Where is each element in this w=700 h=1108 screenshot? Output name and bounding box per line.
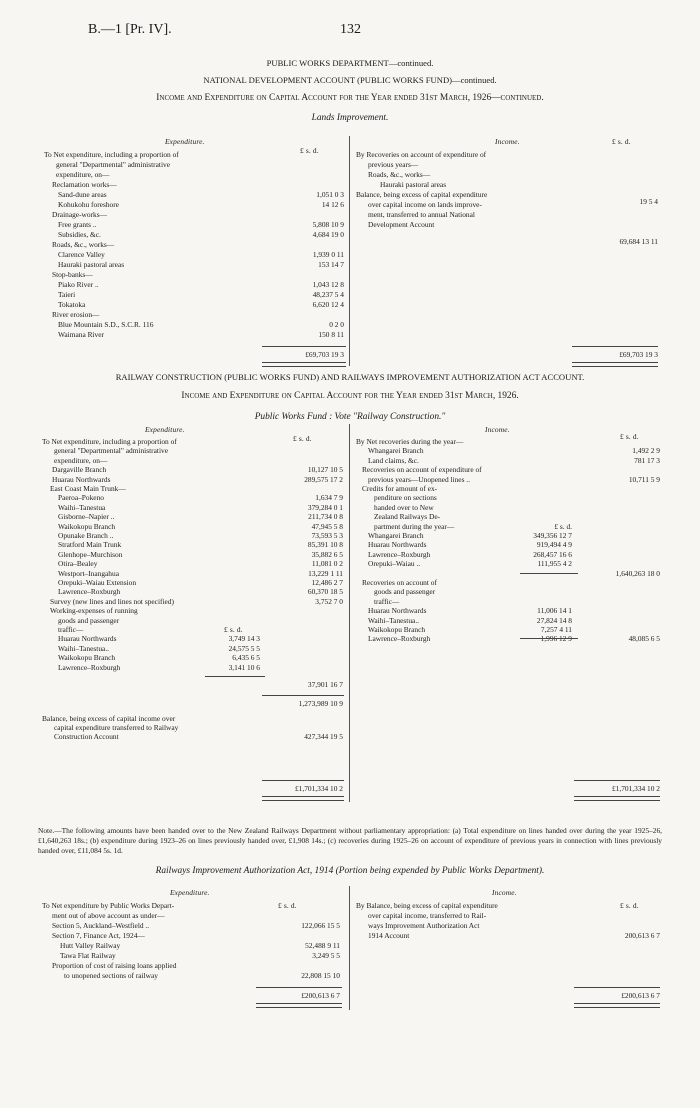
working-sub-amount: 24,575 5 5	[228, 643, 260, 653]
page-number: 132	[340, 22, 361, 37]
income-sub-amount: £ s. d.	[554, 521, 572, 531]
expenditure-line: Sand-dune areas	[58, 190, 107, 199]
inc-header: Income.	[492, 888, 517, 897]
expenditure-line: ment out of above account as under—	[52, 911, 165, 920]
income-line: partment during the year—	[374, 521, 455, 531]
income-line: Balance, being excess of capital expenditure	[356, 190, 488, 199]
income-line: ment, transferred to annual National	[368, 210, 475, 219]
expenditure-amount: 13,229 1 11	[308, 568, 343, 578]
income-line: Recoveries on account of expenditure of	[362, 465, 482, 475]
expenditure-line: Hutt Valley Railway	[60, 941, 121, 950]
railway-fund-title: Public Works Fund : Vote "Railway Construction."	[254, 412, 446, 422]
expenditure-amount: 379,284 0 1	[307, 502, 343, 512]
income-amount: 69,684 13 11	[619, 237, 658, 246]
income-line: previous years—	[368, 160, 419, 169]
income-line: Development Account	[368, 220, 435, 229]
income-amount: 1,640,263 18 0	[615, 568, 660, 578]
expenditure-subtotal: 1,273,989 10 9	[298, 698, 343, 708]
expenditure-line: Tawa Flat Railway	[60, 951, 116, 960]
income-line: traffic—	[374, 596, 400, 606]
expenditure-line: To Net expenditure by Public Works Depart-	[42, 901, 175, 910]
lsd-header: £ s. d.	[612, 137, 631, 146]
expenditure-line: Piako River ..	[58, 280, 99, 289]
income-line: Orepuki–Waiau ..	[368, 559, 421, 569]
expenditure-line: Waihi–Tanestua	[58, 502, 106, 512]
expenditure-amount: 12,486 2 7	[311, 578, 343, 587]
working-total: 37,901 16 7	[307, 680, 343, 689]
railway-title: RAILWAY CONSTRUCTION (PUBLIC WORKS FUND) AND RAILWAYS IMPROVEMENT AUTHORIZATION ACT ACCOUNT.	[115, 372, 585, 382]
income-line: Whangarei Branch	[368, 446, 424, 456]
working-sub-header: £ s. d.	[224, 625, 243, 634]
income-sub-amount: 349,356 12 7	[533, 531, 572, 540]
total-rule	[256, 987, 342, 988]
total-rule	[574, 987, 660, 988]
lsd-header: £ s. d.	[300, 146, 319, 155]
income-line: Huarau Northwards	[368, 606, 427, 616]
income-sub-amount: 1,996 12 9	[540, 634, 572, 644]
section-title: Lands Improvement.	[311, 113, 389, 123]
working-sub-amount: 3,141 10 6	[228, 662, 260, 672]
expenditure-amount: 47,945 5 8	[311, 521, 343, 531]
expenditure-line: Free grants ..	[58, 220, 97, 229]
balance-line: Construction Account	[54, 732, 119, 742]
expenditure-line: Waihi–Tanestua..	[58, 643, 110, 653]
income-line: 1914 Account	[368, 931, 410, 940]
expenditure-amount: 35,882 6 5	[311, 549, 343, 559]
income-sub-amount: 27,824 14 8	[536, 615, 572, 625]
lsd-header: £ s. d.	[293, 434, 312, 443]
expenditure-line: traffic—	[58, 625, 84, 634]
expenditure-line: To Net expenditure, including a proportion of	[42, 437, 177, 446]
expenditure-amount: 0 2 0	[329, 320, 344, 329]
income-line: previous years—Unopened lines ..	[368, 474, 471, 484]
dept-title: PUBLIC WORKS DEPARTMENT—continued.	[266, 58, 434, 68]
expenditure-amount: 1,939 0 11	[312, 250, 344, 259]
expenditure-line: Otira–Bealey	[58, 559, 98, 569]
page-ref: B.—1 [Pr. IV].	[88, 22, 172, 37]
income-line: goods and passenger	[374, 587, 436, 597]
railway-income-expenditure-title: Income and Expenditure on Capital Account for the Year ended 31st March, 1926.	[181, 391, 519, 401]
lsd-header: £ s. d.	[620, 901, 639, 910]
income-line: Hauraki pastoral areas	[380, 180, 447, 189]
expenditure-line: Orepuki–Waiau Extension	[58, 578, 137, 587]
expenditure-amount: 14 12 6	[321, 200, 344, 209]
income-line: penditure on sections	[374, 493, 437, 503]
expenditure-amount: 60,370 18 5	[307, 587, 343, 597]
income-line: over capital income on lands improve-	[368, 200, 482, 209]
lsd-header: £ s. d.	[620, 432, 639, 441]
income-amount: 1,492 2 9	[632, 446, 660, 456]
income-line: handed over to New	[374, 502, 434, 512]
total-rule	[572, 362, 658, 367]
income-total: £200,613 6 7	[621, 991, 660, 1000]
expenditure-line: Hauraki pastoral areas	[58, 260, 125, 269]
total-rule	[572, 346, 658, 347]
expenditure-total: £1,701,334 10 2	[294, 784, 343, 793]
income-sub-amount: 919,494 4 9	[536, 540, 572, 550]
expenditure-amount: 122,066 15 5	[301, 921, 340, 930]
lsd-header: £ s. d.	[278, 901, 297, 910]
working-sub-amount: 6,435 6 5	[232, 653, 260, 663]
expenditure-line: Huarau Northwards	[52, 474, 111, 484]
expenditure-amount: 52,488 9 11	[305, 941, 340, 950]
sub-rule	[205, 676, 265, 677]
income-line: Huarau Northwards	[368, 540, 427, 550]
income-amount: 200,613 6 7	[624, 931, 660, 940]
income-line: Zealand Railways De-	[374, 512, 441, 522]
expenditure-line: Stop-banks—	[52, 270, 93, 279]
expenditure-line: Westport–Inangahua	[58, 568, 119, 578]
expenditure-line: Taieri	[58, 290, 76, 299]
expenditure-amount: 73,593 5 3	[311, 531, 343, 540]
sub-rule	[520, 573, 578, 574]
income-line: Whangarei Branch	[368, 531, 424, 540]
expenditure-line: Waimana River	[58, 330, 104, 339]
income-line: By Balance, being excess of capital expenditure	[356, 901, 498, 910]
income-line: Waikokopu Branch	[368, 625, 426, 634]
expenditure-line: Reclamation works—	[52, 180, 117, 189]
income-line: Land claims, &c.	[368, 455, 419, 465]
income-sub-amount: 11,006 14 1	[537, 606, 572, 616]
expenditure-line: Lawrence–Roxburgh	[58, 587, 121, 597]
total-rule	[574, 780, 660, 781]
expenditure-amount: 3,249 5 5	[312, 951, 340, 960]
income-total: £1,701,334 10 2	[611, 784, 660, 793]
expenditure-amount: 85,391 10 8	[307, 540, 343, 550]
expenditure-line: Survey (new lines and lines not specified)	[50, 596, 174, 606]
income-amount: 10,711 5 9	[628, 474, 660, 484]
expenditure-line: Paeroa–Pokeno	[58, 493, 104, 503]
column-divider	[349, 886, 350, 1010]
income-sub-amount: 7,257 4 11	[540, 625, 572, 634]
expenditure-line: Proportion of cost of raising loans applied	[52, 961, 177, 970]
income-line: Waihi–Tanestua..	[368, 615, 420, 625]
expenditure-line: to unopened sections of railway	[64, 971, 158, 980]
income-expenditure-title: Income and Expenditure on Capital Account for the Year ended 31st March, 1926—continued.	[156, 93, 544, 103]
expenditure-line: goods and passenger	[58, 615, 120, 625]
total-rule	[262, 346, 346, 347]
expenditure-amount: 6,620 12 4	[312, 300, 344, 309]
income-amount: 19 5 4	[639, 197, 658, 206]
expenditure-line: general "Departmental" administrative	[54, 446, 168, 456]
expenditure-line: Dargaville Branch	[52, 465, 107, 475]
income-sub-amount: 111,955 4 2	[537, 559, 572, 569]
expenditure-line: Drainage-works—	[52, 210, 108, 219]
column-divider	[349, 136, 350, 366]
exp-header: Expenditure.	[165, 137, 205, 146]
expenditure-amount: 11,081 0 2	[311, 559, 343, 569]
total-rule	[262, 796, 344, 801]
expenditure-amount: 48,237 5 4	[312, 290, 344, 299]
expenditure-line: Clarence Valley	[58, 250, 105, 259]
expenditure-line: Working-expenses of running	[50, 606, 138, 616]
inc-header: Income.	[495, 137, 520, 146]
inc-header: Income.	[485, 425, 510, 434]
expenditure-amount: 153 14 7	[318, 260, 344, 269]
railway-note: Note.—The following amounts have been handed over to the New Zealand Railways Department without parliamentary appropriation: (a) Total expenditure on lines handed over during the year 1925–26, £1,640,263 18s.; (b) expenditure during 1923–26 on lines previously handed over, £1,908 14s.; (c) recoveries during 1925–26 on account of expenditure of previous years in connection with lines previously handed over, £11,084 5s. 1d.	[38, 826, 662, 855]
income-total: £69,703 19 3	[619, 350, 658, 359]
expenditure-line: To Net expenditure, including a proportion of	[44, 150, 179, 159]
expenditure-amount: 1,051 0 3	[316, 190, 344, 199]
income-amount: 48,085 6 5	[628, 634, 660, 644]
expenditure-line: Kohukohu foreshore	[58, 200, 119, 209]
expenditure-line: Glenhope–Murchison	[58, 549, 123, 559]
exp-header: Expenditure.	[170, 888, 210, 897]
expenditure-line: general "Departmental" administrative	[56, 160, 170, 169]
expenditure-amount: 5,808 10 9	[312, 220, 344, 229]
expenditure-line: Roads, &c., works—	[52, 240, 115, 249]
income-sub-amount: 268,457 16 6	[533, 549, 572, 559]
income-line: over capital income, transferred to Rail-	[368, 911, 487, 920]
income-line: By Recoveries on account of expenditure of	[356, 150, 487, 159]
expenditure-amount: 10,127 10 5	[307, 465, 343, 475]
income-line: Recoveries on account of	[362, 578, 437, 587]
working-sub-amount: 3,749 14 3	[228, 634, 260, 644]
expenditure-total: £200,613 6 7	[301, 991, 340, 1000]
expenditure-line: Gisborne–Napier ..	[58, 512, 115, 522]
expenditure-line: Lawrence–Roxburgh	[58, 662, 121, 672]
column-divider	[349, 424, 350, 802]
account-title: NATIONAL DEVELOPMENT ACCOUNT (PUBLIC WORKS FUND)—continued.	[203, 75, 497, 85]
income-line: Credits for amount of ex-	[362, 484, 438, 493]
expenditure-amount: 22,808 15 10	[301, 971, 340, 980]
total-rule	[256, 1003, 342, 1008]
expenditure-line: Huarau Northwards	[58, 634, 117, 644]
expenditure-amount: 289,575 17 2	[304, 474, 343, 484]
total-rule	[574, 796, 660, 801]
expenditure-amount: 1,634 7 9	[315, 493, 343, 503]
expenditure-line: Stratford Main Trunk	[58, 540, 122, 550]
total-rule	[262, 362, 346, 367]
balance-line: capital expenditure transferred to Railway	[54, 723, 179, 732]
expenditure-total: £69,703 19 3	[305, 350, 344, 359]
expenditure-line: Waikokopu Branch	[58, 521, 116, 531]
expenditure-line: Waikokopu Branch	[58, 653, 116, 663]
expenditure-line: Subsidies, &c.	[58, 230, 101, 239]
sub-rule	[520, 638, 578, 639]
expenditure-line: Section 7, Finance Act, 1924—	[52, 931, 145, 940]
improvement-title: Railways Improvement Authorization Act, 1914 (Portion being expended by Public Works Department).	[155, 866, 545, 876]
income-line: By Net recoveries during the year—	[356, 437, 464, 446]
expenditure-amount: 1,043 12 8	[312, 280, 344, 289]
expenditure-line: Section 5, Auckland–Westfield ..	[52, 921, 150, 930]
income-amount: 781 17 3	[634, 455, 660, 465]
total-rule	[574, 1003, 660, 1008]
income-line: Lawrence–Roxburgh	[368, 634, 431, 644]
expenditure-line: Tokatoka	[58, 300, 86, 309]
income-line: Roads, &c., works—	[368, 170, 431, 179]
total-rule	[262, 780, 344, 781]
expenditure-amount: 211,734 0 8	[308, 512, 343, 522]
expenditure-line: expenditure, on—	[54, 455, 108, 465]
expenditure-line: River erosion—	[52, 310, 100, 319]
exp-header: Expenditure.	[145, 425, 185, 434]
income-line: ways Improvement Authorization Act	[368, 921, 480, 930]
expenditure-line: expenditure, on—	[56, 170, 110, 179]
expenditure-line: East Coast Main Trunk—	[50, 484, 126, 493]
expenditure-line: Opunake Branch ..	[58, 531, 114, 540]
expenditure-line: Blue Mountain S.D., S.C.R. 116	[58, 320, 154, 329]
expenditure-amount: 3,752 7 0	[315, 596, 343, 606]
balance-amount: 427,344 19 5	[304, 732, 343, 742]
income-line: Lawrence–Roxburgh	[368, 549, 431, 559]
balance-line: Balance, being excess of capital income over	[42, 713, 176, 723]
sub-rule	[262, 695, 344, 696]
expenditure-amount: 4,684 19 0	[312, 230, 344, 239]
expenditure-amount: 150 8 11	[318, 330, 344, 339]
